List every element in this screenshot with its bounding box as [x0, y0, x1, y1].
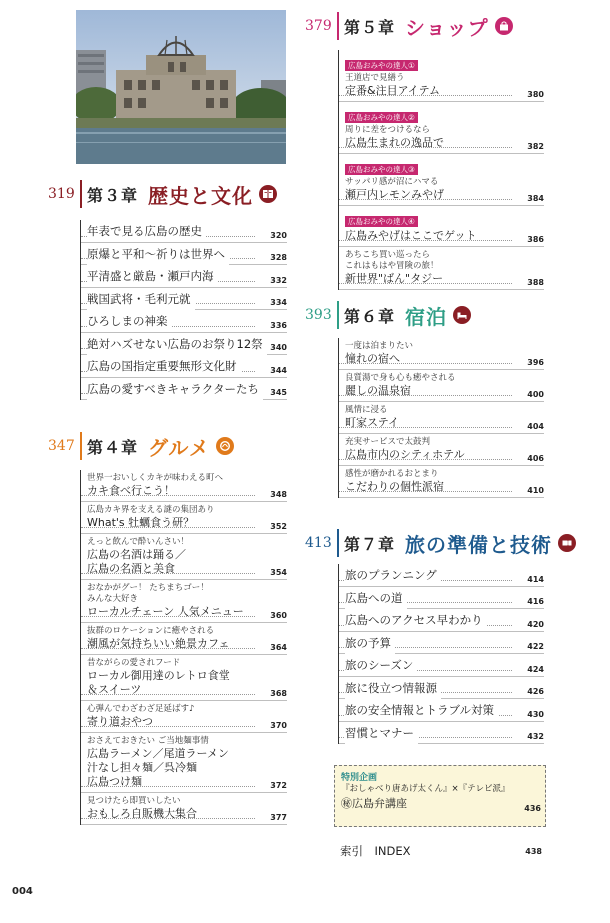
toc-entry-subtitle: 一度は泊まりたい — [345, 341, 414, 351]
ticket-icon — [558, 534, 576, 552]
leader-dots — [339, 95, 512, 96]
leader-dots — [339, 283, 512, 284]
chapter-3-title: 歴史と文化 — [148, 183, 254, 208]
index-page: 438 — [525, 847, 542, 856]
chapter-6-label: 第６章 — [344, 306, 396, 326]
special-feature-page: 436 — [524, 804, 541, 813]
toc-entry-subtitle: 感性が磨かれるおとまり — [345, 469, 439, 479]
chapter-5-toc — [338, 50, 544, 290]
toc-entry-title: 旅の予算 — [345, 632, 395, 654]
toc-entry[interactable] — [81, 288, 287, 311]
toc-entry[interactable] — [81, 243, 287, 266]
chapter-3-header — [48, 178, 277, 210]
toc-entry-title: 広島へのアクセス早わかり — [345, 609, 487, 631]
toc-entry-subtitle: あちこち買い巡ったら — [345, 250, 431, 260]
toc-entry[interactable] — [81, 265, 287, 288]
chapter-6-title: 宿泊 — [405, 304, 448, 329]
toc-entry-subtitle: 心弾んでわざわざ足延ばす♪ — [87, 704, 195, 714]
chapter-3-toc — [80, 220, 287, 400]
index-entry[interactable] — [340, 843, 542, 859]
toc-entry-subtitle: えっと飲んで酔いんさい！ — [87, 537, 190, 547]
toc-entry-title: ひろしまの神楽 — [87, 310, 172, 332]
toc-entry-badge: 広島おみやの達人④ — [345, 216, 418, 227]
toc-entry-page: 396 — [524, 358, 544, 367]
toc-entry-title: ＆スイーツ — [87, 683, 142, 696]
toc-entry-title: What's 牡蠣食う研？ — [87, 516, 195, 529]
toc-entry-title: 広島の愛すべきキャラクターたち — [87, 378, 263, 400]
toc-entry[interactable] — [81, 333, 287, 356]
toc-entry-title: ローカル御用達のレトロ食堂 — [87, 669, 230, 682]
toc-entry-title: 瀬戸内レモンみやげ — [345, 188, 444, 201]
chapter-3-bar — [80, 180, 82, 208]
chapter-6-toc — [338, 338, 544, 498]
toc-entry[interactable] — [81, 470, 287, 502]
toc-entry[interactable] — [339, 206, 544, 247]
toc-entry-page: 404 — [524, 422, 544, 431]
toc-entry-title: 寄り道おやつ — [87, 715, 153, 728]
toc-entry-subtitle: サッパリ感が沼にハマる — [345, 177, 439, 187]
toc-entry-subtitle: おなかがグー！ たちまちゴー！ — [87, 583, 209, 593]
toc-entry[interactable] — [81, 580, 287, 623]
toc-entry-page: 348 — [267, 490, 287, 499]
chapter-3-label: 第３章 — [87, 185, 139, 205]
bed-icon — [453, 306, 471, 324]
toc-entry-subtitle: 抜群のロケーションに癒やされる — [87, 626, 215, 636]
leader-dots — [81, 573, 255, 574]
chapter-4-bar — [80, 432, 82, 460]
toc-entry-subtitle: 周りに差をつけるなら — [345, 125, 431, 135]
special-feature-subtitle: 『おしゃべり唐あげ太くん』×『テレビ派』 — [341, 784, 510, 794]
chapter-4-label: 第４章 — [87, 437, 139, 457]
chapter-5-label: 第５章 — [344, 17, 396, 37]
toc-entry[interactable] — [81, 793, 287, 825]
toc-entry-title: 町家ステイ — [345, 416, 400, 429]
toc-entry-subtitle: 世界一おいしくカキが味わえる町へ — [87, 473, 224, 483]
toc-entry-subtitle: 見つけたら即買いしたい — [87, 796, 181, 806]
toc-entry-title: 習慣とマナー — [345, 722, 418, 744]
toc-entry-page: 328 — [267, 253, 287, 262]
chapter-6-page: 393 — [305, 307, 332, 323]
toc-entry[interactable] — [81, 655, 287, 701]
atomic-bomb-dome-photo — [76, 10, 286, 164]
toc-entry-page: 354 — [267, 568, 287, 577]
toc-entry-title: 広島つけ麺 — [87, 775, 142, 788]
chapter-7-page: 413 — [305, 535, 332, 551]
toc-entry[interactable] — [81, 623, 287, 655]
leader-dots — [339, 240, 512, 241]
toc-entry-title: 憧れの宿へ — [345, 352, 400, 365]
leader-dots — [339, 491, 512, 492]
toc-entry[interactable] — [339, 609, 544, 632]
toc-entry-subtitle: 良質湯で身も心も癒やされる — [345, 373, 456, 383]
toc-entry-title: 汁なし担々麺／呉冷麺 — [87, 761, 197, 774]
leader-dots — [81, 527, 255, 528]
toc-entry[interactable] — [81, 310, 287, 333]
toc-entry[interactable] — [339, 402, 544, 434]
chapter-3-page: 319 — [48, 186, 75, 202]
toc-entry-page: 334 — [267, 298, 287, 307]
chapter-7-label: 第７章 — [344, 534, 396, 554]
toc-entry-page: 320 — [267, 231, 287, 240]
toc-entry-title: 広島の国指定重要無形文化財 — [87, 355, 241, 377]
chapter-6-bar — [337, 301, 339, 329]
toc-entry-page: 345 — [267, 388, 287, 397]
toc-entry-title: 麗しの温泉宿 — [345, 384, 411, 397]
toc-entry-page: 422 — [524, 642, 544, 651]
toc-entry-subtitle: 充実サービスで太鼓判 — [345, 437, 431, 447]
toc-entry[interactable] — [339, 50, 544, 102]
leader-dots — [81, 495, 255, 496]
toc-entry[interactable] — [339, 722, 544, 745]
toc-entry-page: 432 — [524, 732, 544, 741]
leader-dots — [81, 726, 255, 727]
toc-entry-title: 定番&注目アイテム — [345, 84, 441, 97]
chapter-4-header — [48, 430, 234, 462]
toc-entry-subtitle: 広島カキ界を支える謎の集団あり — [87, 505, 215, 515]
index-label: 索引 INDEX — [340, 844, 411, 858]
toc-entry-page: 336 — [267, 321, 287, 330]
leader-dots — [339, 459, 512, 460]
toc-entry[interactable] — [81, 701, 287, 733]
toc-entry-title: 広島生まれの逸品で — [345, 136, 444, 149]
toc-entry-page: 377 — [267, 813, 287, 822]
toc-entry[interactable] — [339, 564, 544, 587]
toc-entry-title: 旅の安全情報とトラブル対策 — [345, 699, 498, 721]
toc-entry-title: 年表で見る広島の歴史 — [87, 220, 206, 242]
leader-dots — [81, 694, 255, 695]
page-folio: 004 — [12, 886, 33, 897]
toc-entry[interactable] — [339, 338, 544, 370]
toc-entry-title: ローカルチェーン 人気メニュー — [87, 605, 244, 618]
special-feature-title: 特別企画 — [341, 773, 378, 783]
chapter-7-title: 旅の準備と技術 — [405, 532, 553, 557]
toc-entry-page: 370 — [267, 721, 287, 730]
toc-entry[interactable] — [339, 677, 544, 700]
toc-entry-page: 424 — [524, 665, 544, 674]
chapter-5-title: ショップ — [405, 15, 489, 40]
toc-entry-page: 406 — [524, 454, 544, 463]
chapter-4-toc — [80, 470, 287, 825]
chapter-6-header — [305, 299, 471, 331]
toc-entry-title: 広島への道 — [345, 587, 407, 609]
toc-entry-title: 広島の名酒は踊る／ — [87, 548, 186, 561]
chapter-4-page: 347 — [48, 438, 75, 454]
toc-entry-page: 410 — [524, 486, 544, 495]
toc-entry-title: 広島市内のシティホテル — [345, 448, 465, 461]
toc-entry-page: 352 — [267, 522, 287, 531]
toc-entry[interactable] — [81, 378, 287, 401]
toc-entry-subtitle: 風情に浸る — [345, 405, 388, 415]
toc-entry-page: 400 — [524, 390, 544, 399]
toc-entry-subtitle: 王道店で見繕う — [345, 73, 405, 83]
leader-dots — [339, 427, 512, 428]
toc-entry-page: 388 — [524, 278, 544, 287]
toc-entry-title: 旅に役立つ情報源 — [345, 677, 441, 699]
toc-entry-page: 426 — [524, 687, 544, 696]
toc-entry-title: 絶対ハズせない広島のお祭り12祭 — [87, 333, 267, 355]
chapter-5-header — [305, 10, 513, 42]
leader-dots — [339, 147, 512, 148]
toc-entry[interactable] — [339, 102, 544, 154]
toc-entry-title: 旅のプランニング — [345, 564, 441, 586]
toc-entry-page: 414 — [524, 575, 544, 584]
chapter-5-page: 379 — [305, 18, 332, 34]
toc-entry-title: カキ食べ行こう！ — [87, 484, 175, 497]
toc-entry-badge: 広島おみやの達人① — [345, 60, 418, 71]
toc-entry-title: 旅のシーズン — [345, 654, 417, 676]
toc-entry[interactable] — [81, 733, 287, 793]
chapter-7-bar — [337, 529, 339, 557]
toc-entry-page: 420 — [524, 620, 544, 629]
toc-entry-title: 広島みやげはここでゲット — [345, 229, 477, 242]
chapter-4-title: グルメ — [148, 435, 210, 460]
toc-entry[interactable] — [339, 247, 544, 290]
toc-entry-title: 潮風が気持ちいい絶景カフェ — [87, 637, 230, 650]
toc-entry-subtitle: おさえておきたい ご当地麺事情 — [87, 736, 209, 746]
toc-entry[interactable] — [339, 154, 544, 206]
toc-entry-title: こだわりの個性派宿 — [345, 480, 444, 493]
chapter-7-header — [305, 527, 576, 559]
toc-entry-page: 364 — [267, 643, 287, 652]
leader-dots — [339, 363, 512, 364]
toc-entry[interactable] — [81, 534, 287, 580]
toc-entry[interactable] — [339, 699, 544, 722]
special-feature-box[interactable] — [334, 765, 546, 827]
toc-entry-title: 新世界"ばん"タジー — [345, 272, 444, 285]
leader-dots — [81, 648, 255, 649]
shopping-bag-icon — [495, 17, 513, 35]
toc-entry-title: 原爆と平和〜祈りは世界へ — [87, 243, 229, 265]
toc-entry[interactable] — [81, 355, 287, 378]
toc-entry-badge: 広島おみやの達人② — [345, 112, 418, 123]
toc-entry[interactable] — [339, 434, 544, 466]
toc-entry-title: 広島の名酒と美食 — [87, 562, 175, 575]
special-feature-main: ㊙広島弁講座 — [341, 797, 407, 810]
bowl-icon — [216, 437, 234, 455]
toc-entry-page: 332 — [267, 276, 287, 285]
toc-entry[interactable] — [81, 220, 287, 243]
book-icon — [259, 185, 277, 203]
leader-dots — [81, 818, 255, 819]
leader-dots — [339, 199, 512, 200]
leader-dots — [81, 786, 255, 787]
toc-entry-page: 430 — [524, 710, 544, 719]
toc-entry[interactable] — [339, 632, 544, 655]
toc-entry-page: 386 — [524, 235, 544, 244]
toc-entry[interactable] — [339, 654, 544, 677]
toc-entry-subtitle: これはもはや冒険の旅！ — [345, 261, 439, 271]
toc-entry-title: 戦国武将・毛利元就 — [87, 288, 195, 310]
toc-entry-subtitle: 昔ながらの愛されフード — [87, 658, 181, 668]
toc-entry-page: 372 — [267, 781, 287, 790]
toc-entry-badge: 広島おみやの達人③ — [345, 164, 418, 175]
toc-entry-page: 360 — [267, 611, 287, 620]
toc-entry[interactable] — [81, 502, 287, 534]
toc-entry-title: おもしろ自販機大集合 — [87, 807, 197, 820]
toc-entry-page: 416 — [524, 597, 544, 606]
toc-entry-page: 380 — [524, 90, 544, 99]
toc-entry-page: 368 — [267, 689, 287, 698]
toc-entry-page: 384 — [524, 194, 544, 203]
toc-entry[interactable] — [339, 466, 544, 498]
toc-entry-page: 382 — [524, 142, 544, 151]
chapter-7-toc — [338, 564, 544, 744]
chapter-5-bar — [337, 12, 339, 40]
toc-entry-page: 340 — [267, 343, 287, 352]
toc-entry-title: 広島ラーメン／尾道ラーメン — [87, 747, 229, 760]
toc-entry-subtitle: みんな大好き — [87, 594, 139, 604]
leader-dots — [81, 616, 255, 617]
toc-entry[interactable] — [339, 370, 544, 402]
toc-entry[interactable] — [339, 587, 544, 610]
leader-dots — [339, 395, 512, 396]
toc-entry-title: 平清盛と厳島・瀬戸内海 — [87, 265, 218, 287]
toc-entry-page: 344 — [267, 366, 287, 375]
